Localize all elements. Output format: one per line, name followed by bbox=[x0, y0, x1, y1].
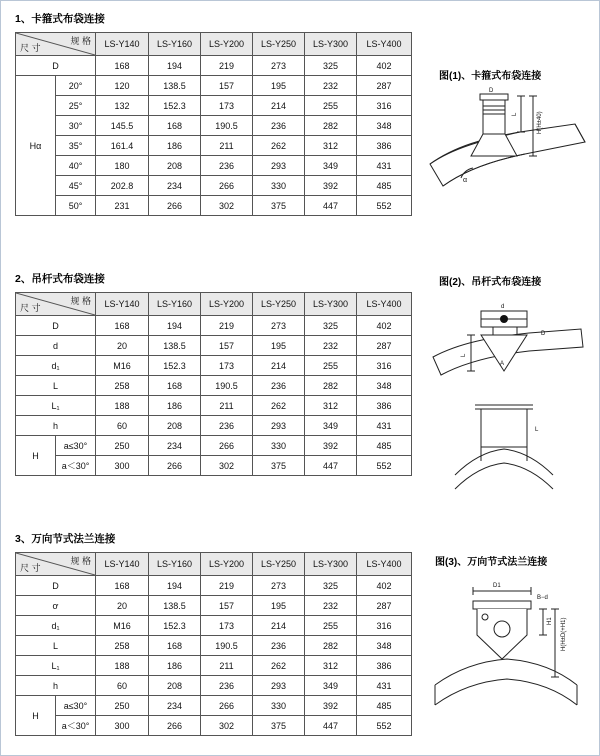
row-group-label: H bbox=[16, 696, 56, 736]
column-header: LS-Y200 bbox=[201, 33, 253, 56]
cell: 262 bbox=[253, 396, 305, 416]
cell: 316 bbox=[357, 616, 412, 636]
table-row bbox=[16, 716, 412, 736]
cell: 194 bbox=[149, 316, 201, 336]
corner-label-bottom: 尺 寸 bbox=[20, 43, 41, 53]
cell: 120 bbox=[96, 76, 149, 96]
cell: 236 bbox=[253, 636, 305, 656]
figure-1-label-angle: α bbox=[463, 177, 468, 184]
table-row bbox=[16, 156, 412, 176]
cell: 219 bbox=[201, 576, 253, 596]
cell: 375 bbox=[253, 196, 305, 216]
cell: 232 bbox=[305, 596, 357, 616]
row-label: 45° bbox=[56, 176, 96, 196]
figure-2-label-L: L bbox=[461, 353, 467, 357]
cell: 168 bbox=[149, 376, 201, 396]
cell: 157 bbox=[201, 336, 253, 356]
cell: 208 bbox=[149, 676, 201, 696]
cell: 186 bbox=[149, 656, 201, 676]
cell: 258 bbox=[96, 376, 149, 396]
cell: 386 bbox=[357, 396, 412, 416]
table-corner-cell bbox=[16, 553, 96, 576]
cell: 282 bbox=[305, 116, 357, 136]
cell: 188 bbox=[96, 656, 149, 676]
column-header: LS-Y140 bbox=[96, 553, 149, 576]
column-header: LS-Y400 bbox=[357, 33, 412, 56]
cell: 180 bbox=[96, 156, 149, 176]
figure-3-label-H: H(H±D(+H1) bbox=[561, 617, 567, 651]
cell: 168 bbox=[149, 636, 201, 656]
cell: 138.5 bbox=[149, 336, 201, 356]
cell: 250 bbox=[96, 436, 149, 456]
cell: 392 bbox=[305, 696, 357, 716]
column-header: LS-Y160 bbox=[149, 33, 201, 56]
cell: 234 bbox=[149, 436, 201, 456]
row-label: 35° bbox=[56, 136, 96, 156]
cell: 325 bbox=[305, 576, 357, 596]
row-label: 50° bbox=[56, 196, 96, 216]
cell: 375 bbox=[253, 456, 305, 476]
section-3-title: 3、万向节式法兰连接 bbox=[15, 533, 116, 545]
cell: 152.3 bbox=[149, 96, 201, 116]
cell: 20 bbox=[96, 596, 149, 616]
cell: 273 bbox=[253, 56, 305, 76]
figure-3-label-Bd: B−d bbox=[537, 595, 548, 601]
section-3-table bbox=[15, 552, 412, 736]
table-row bbox=[16, 596, 412, 616]
cell: 219 bbox=[201, 56, 253, 76]
cell: 168 bbox=[96, 576, 149, 596]
cell: 266 bbox=[149, 456, 201, 476]
column-header: LS-Y300 bbox=[305, 293, 357, 316]
cell: 312 bbox=[305, 396, 357, 416]
cell: 60 bbox=[96, 676, 149, 696]
figure-3-title: 图(3)、万向节式法兰连接 bbox=[435, 557, 548, 568]
cell: 188 bbox=[96, 396, 149, 416]
column-header: LS-Y160 bbox=[149, 553, 201, 576]
cell: 447 bbox=[305, 456, 357, 476]
cell: 236 bbox=[253, 116, 305, 136]
table-row bbox=[16, 436, 412, 456]
cell: 293 bbox=[253, 156, 305, 176]
table-header-row bbox=[16, 33, 412, 56]
row-label: D bbox=[16, 316, 96, 336]
table-row bbox=[16, 676, 412, 696]
cell: 325 bbox=[305, 316, 357, 336]
cell: 173 bbox=[201, 96, 253, 116]
cell: 168 bbox=[149, 116, 201, 136]
row-label: d₁ bbox=[16, 356, 96, 376]
cell: 186 bbox=[149, 136, 201, 156]
table-row bbox=[16, 96, 412, 116]
cell: 60 bbox=[96, 416, 149, 436]
cell: 447 bbox=[305, 196, 357, 216]
column-header: LS-Y300 bbox=[305, 553, 357, 576]
cell: 202.8 bbox=[96, 176, 149, 196]
cell: 145.5 bbox=[96, 116, 149, 136]
row-label: h bbox=[16, 676, 96, 696]
column-header: LS-Y300 bbox=[305, 33, 357, 56]
cell: 186 bbox=[149, 396, 201, 416]
row-label: a≤30° bbox=[56, 696, 96, 716]
section-1-table bbox=[15, 32, 412, 216]
figure-2 bbox=[425, 299, 590, 501]
figure-1-label-D: D bbox=[489, 88, 494, 94]
cell: 552 bbox=[357, 196, 412, 216]
row-label: d₁ bbox=[16, 616, 96, 636]
cell: 312 bbox=[305, 136, 357, 156]
cell: 266 bbox=[201, 176, 253, 196]
table-row bbox=[16, 616, 412, 636]
row-label: 30° bbox=[56, 116, 96, 136]
cell: 447 bbox=[305, 716, 357, 736]
cell: 349 bbox=[305, 156, 357, 176]
cell: 195 bbox=[253, 76, 305, 96]
cell: 392 bbox=[305, 176, 357, 196]
cell: 232 bbox=[305, 336, 357, 356]
cell: 392 bbox=[305, 436, 357, 456]
row-label: ơ bbox=[16, 596, 96, 616]
cell: 273 bbox=[253, 316, 305, 336]
row-label: D bbox=[16, 56, 96, 76]
cell: 157 bbox=[201, 596, 253, 616]
cell: 287 bbox=[357, 596, 412, 616]
cell: 386 bbox=[357, 136, 412, 156]
figure-1-title: 图(1)、卡箍式布袋连接 bbox=[439, 71, 542, 82]
row-group-label: H bbox=[16, 436, 56, 476]
cell: 300 bbox=[96, 716, 149, 736]
cell: 552 bbox=[357, 716, 412, 736]
cell: 250 bbox=[96, 696, 149, 716]
cell: 190.5 bbox=[201, 116, 253, 136]
row-label: a≤30° bbox=[56, 436, 96, 456]
cell: 485 bbox=[357, 696, 412, 716]
table-row bbox=[16, 456, 412, 476]
cell: 302 bbox=[201, 196, 253, 216]
table-header-row bbox=[16, 553, 412, 576]
table-corner-cell bbox=[16, 293, 96, 316]
cell: 234 bbox=[149, 696, 201, 716]
hanger-connection-diagram bbox=[425, 299, 590, 499]
cell: 302 bbox=[201, 716, 253, 736]
corner-label-top: 规 格 bbox=[70, 36, 91, 46]
cell: 293 bbox=[253, 676, 305, 696]
figure-2-label-L2: L bbox=[535, 427, 539, 433]
cell: 348 bbox=[357, 376, 412, 396]
table-row bbox=[16, 656, 412, 676]
table-row bbox=[16, 376, 412, 396]
cell: 273 bbox=[253, 576, 305, 596]
row-label: L₁ bbox=[16, 656, 96, 676]
figure-3 bbox=[425, 573, 590, 750]
figure-2-label-D: D bbox=[541, 331, 546, 337]
cell: 138.5 bbox=[149, 596, 201, 616]
table-row bbox=[16, 636, 412, 656]
cell: 173 bbox=[201, 616, 253, 636]
cell: 211 bbox=[201, 656, 253, 676]
cell: 316 bbox=[357, 96, 412, 116]
table-row bbox=[16, 576, 412, 596]
cell: 195 bbox=[253, 596, 305, 616]
cell: 236 bbox=[201, 416, 253, 436]
cell: 262 bbox=[253, 136, 305, 156]
cell: 132 bbox=[96, 96, 149, 116]
cell: 211 bbox=[201, 136, 253, 156]
table-row bbox=[16, 116, 412, 136]
cell: 349 bbox=[305, 676, 357, 696]
cell: 402 bbox=[357, 316, 412, 336]
universal-flange-diagram bbox=[425, 573, 590, 748]
table-row bbox=[16, 416, 412, 436]
figure-3-label-H1: H1 bbox=[547, 617, 553, 625]
cell: 402 bbox=[357, 576, 412, 596]
cell: 266 bbox=[149, 716, 201, 736]
column-header: LS-Y250 bbox=[253, 553, 305, 576]
cell: 552 bbox=[357, 456, 412, 476]
cell: 258 bbox=[96, 636, 149, 656]
cell: 194 bbox=[149, 576, 201, 596]
table-corner-cell bbox=[16, 33, 96, 56]
cell: 152.3 bbox=[149, 616, 201, 636]
cell: 214 bbox=[253, 616, 305, 636]
figure-2-label-d: d bbox=[501, 304, 505, 310]
table-row bbox=[16, 76, 412, 96]
cell: 302 bbox=[201, 456, 253, 476]
corner-label-bottom: 尺 寸 bbox=[20, 303, 41, 313]
cell: 236 bbox=[201, 676, 253, 696]
row-label: d bbox=[16, 336, 96, 356]
cell: 316 bbox=[357, 356, 412, 376]
table-row bbox=[16, 336, 412, 356]
corner-label-top: 规 格 bbox=[70, 556, 91, 566]
cell: 330 bbox=[253, 176, 305, 196]
table-row bbox=[16, 316, 412, 336]
column-header: LS-Y400 bbox=[357, 293, 412, 316]
cell: 236 bbox=[201, 156, 253, 176]
figure-1-label-H: H(H±40) bbox=[537, 111, 543, 134]
cell: 214 bbox=[253, 356, 305, 376]
cell: 402 bbox=[357, 56, 412, 76]
cell: 485 bbox=[357, 176, 412, 196]
cell: 190.5 bbox=[201, 636, 253, 656]
cell: 293 bbox=[253, 416, 305, 436]
column-header: LS-Y250 bbox=[253, 33, 305, 56]
cell: 431 bbox=[357, 676, 412, 696]
cell: 431 bbox=[357, 156, 412, 176]
cell: 266 bbox=[201, 436, 253, 456]
table-row bbox=[16, 176, 412, 196]
cell: 214 bbox=[253, 96, 305, 116]
cell: 194 bbox=[149, 56, 201, 76]
table-row bbox=[16, 356, 412, 376]
cell: 282 bbox=[305, 636, 357, 656]
cell: 168 bbox=[96, 56, 149, 76]
section-1-title: 1、卡箍式布袋连接 bbox=[15, 13, 105, 25]
cell: 255 bbox=[305, 356, 357, 376]
row-label: D bbox=[16, 576, 96, 596]
cell: M16 bbox=[96, 616, 149, 636]
cell: M16 bbox=[96, 356, 149, 376]
column-header: LS-Y140 bbox=[96, 293, 149, 316]
cell: 266 bbox=[149, 196, 201, 216]
row-label: a＜30° bbox=[56, 456, 96, 476]
corner-label-bottom: 尺 寸 bbox=[20, 563, 41, 573]
cell: 219 bbox=[201, 316, 253, 336]
figure-2-hanger-node bbox=[500, 315, 508, 323]
figure-1 bbox=[425, 86, 590, 213]
table-header-row bbox=[16, 293, 412, 316]
cell: 173 bbox=[201, 356, 253, 376]
figure-1-label-L: L bbox=[512, 112, 518, 116]
row-group-label: Hα bbox=[16, 76, 56, 216]
cell: 431 bbox=[357, 416, 412, 436]
figure-2-label-A: A bbox=[500, 361, 505, 367]
table-row bbox=[16, 396, 412, 416]
cell: 262 bbox=[253, 656, 305, 676]
cell: 211 bbox=[201, 396, 253, 416]
cell: 330 bbox=[253, 436, 305, 456]
section-2-title: 2、吊杆式布袋连接 bbox=[15, 273, 105, 285]
cell: 20 bbox=[96, 336, 149, 356]
column-header: LS-Y200 bbox=[201, 553, 253, 576]
column-header: LS-Y250 bbox=[253, 293, 305, 316]
figure-3-label-D1: D1 bbox=[493, 583, 501, 589]
figure-2-title: 图(2)、吊杆式布袋连接 bbox=[439, 277, 542, 288]
column-header: LS-Y140 bbox=[96, 33, 149, 56]
cell: 232 bbox=[305, 76, 357, 96]
cell: 282 bbox=[305, 376, 357, 396]
table-row bbox=[16, 696, 412, 716]
row-label: 40° bbox=[56, 156, 96, 176]
cell: 168 bbox=[96, 316, 149, 336]
column-header: LS-Y200 bbox=[201, 293, 253, 316]
cell: 349 bbox=[305, 416, 357, 436]
cell: 255 bbox=[305, 616, 357, 636]
cell: 375 bbox=[253, 716, 305, 736]
table-row bbox=[16, 136, 412, 156]
clamp-connection-diagram bbox=[425, 86, 590, 211]
cell: 386 bbox=[357, 656, 412, 676]
cell: 195 bbox=[253, 336, 305, 356]
column-header: LS-Y400 bbox=[357, 553, 412, 576]
cell: 138.5 bbox=[149, 76, 201, 96]
cell: 231 bbox=[96, 196, 149, 216]
row-label: L bbox=[16, 376, 96, 396]
row-label: 25° bbox=[56, 96, 96, 116]
table-row bbox=[16, 56, 412, 76]
cell: 255 bbox=[305, 96, 357, 116]
section-2-table bbox=[15, 292, 412, 476]
cell: 287 bbox=[357, 76, 412, 96]
cell: 161.4 bbox=[96, 136, 149, 156]
corner-label-top: 规 格 bbox=[70, 296, 91, 306]
cell: 348 bbox=[357, 116, 412, 136]
cell: 312 bbox=[305, 656, 357, 676]
cell: 325 bbox=[305, 56, 357, 76]
cell: 190.5 bbox=[201, 376, 253, 396]
cell: 266 bbox=[201, 696, 253, 716]
row-label: L₁ bbox=[16, 396, 96, 416]
table-row bbox=[16, 196, 412, 216]
column-header: LS-Y160 bbox=[149, 293, 201, 316]
cell: 152.3 bbox=[149, 356, 201, 376]
cell: 208 bbox=[149, 156, 201, 176]
row-label: L bbox=[16, 636, 96, 656]
cell: 485 bbox=[357, 436, 412, 456]
cell: 208 bbox=[149, 416, 201, 436]
cell: 348 bbox=[357, 636, 412, 656]
row-label: 20° bbox=[56, 76, 96, 96]
row-label: a＜30° bbox=[56, 716, 96, 736]
cell: 157 bbox=[201, 76, 253, 96]
cell: 330 bbox=[253, 696, 305, 716]
cell: 236 bbox=[253, 376, 305, 396]
cell: 287 bbox=[357, 336, 412, 356]
row-label: h bbox=[16, 416, 96, 436]
cell: 234 bbox=[149, 176, 201, 196]
cell: 300 bbox=[96, 456, 149, 476]
